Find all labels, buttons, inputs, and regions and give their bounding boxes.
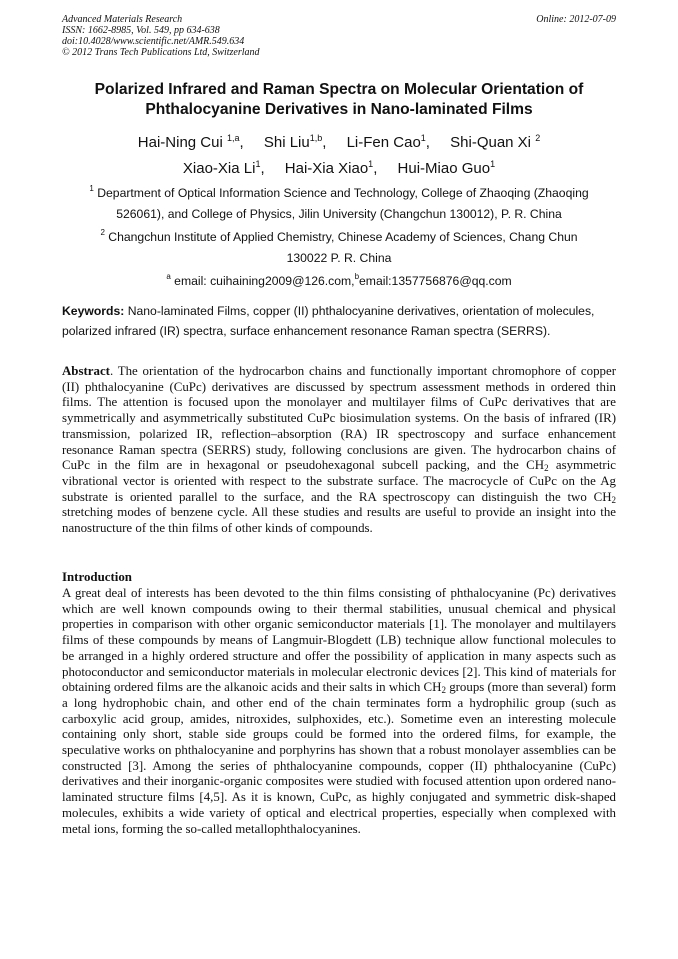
author-row-2 <box>40 157 638 181</box>
author: Hui-Miao Guo$^1$ <box>397 159 496 177</box>
affiliation-2 <box>40 227 638 268</box>
affiliation-text: 526061), and College of Physics, Jilin University (Changchun 130012), P. R. China <box>116 206 562 221</box>
author: Shi-Quan Xi $^2$ <box>450 133 541 151</box>
author: Xiao-Xia Li$^1$, <box>182 159 265 177</box>
introduction-heading: Introduction <box>62 570 132 584</box>
issn-line: ISSN: 1662-8985, Vol. 549, pp 634-638 <box>62 25 220 36</box>
online-date: Online: 2012-07-09 <box>536 14 616 25</box>
journal-header <box>62 14 616 58</box>
affiliation-marker: 1 <box>89 184 94 193</box>
email-a: email: cuihaining2009@126.com, <box>174 274 355 288</box>
author: Hai-Ning Cui $^{1,a}$, <box>137 133 244 151</box>
author-row-1 <box>40 131 638 155</box>
keywords <box>62 301 618 342</box>
author: Li-Fen Cao$^1$, <box>346 133 430 151</box>
journal-name: Advanced Materials Research <box>62 14 183 25</box>
email-b: email:1357756876@qq.com <box>359 274 512 288</box>
affiliation-text: Department of Optical Information Science and Technology, College of Zhaoqing (Zhaoqing <box>97 186 589 200</box>
paper-title <box>60 80 618 120</box>
email-line: $^a$ email: cuihaining2009@126.com,$^b$email:1357756876@qq.com <box>166 272 512 288</box>
introduction-body: A great deal of interests has been devoted to the thin films consisting of phthalocyanine (Pc) derivatives which are well known compounds owing to their thermal stabilities, unusual chemical and physical properties in comparison with other organic semiconductor materials [1]. The monolayer and multilayers films of these compounds by means of Langmuir-Blogdett (LB) technique allow functional molecules to be arranged in a highly ordered structure and offer the possibility of application in many aspects such as photoconductor and semiconductor materials in molecular electronic devices [2]. This kind of materials for obtaining ordered films are the alkanoic acids and their salts in which $CH_2$ groups (more than several) form a long hydrophobic chain, and other end of the chain terminates form a hydrophilic group (such as carboxylic acid group, amides, nitroxides, sulphoxides, etc.). Sometime even an interesting molecule containing only short, stable side groups could be formed into the ordered films, for example, the speculative works on phthalocyanine and porphyrins has shown that a robust monolayer assemblies can be constructed [3]. Among the series of phthalocyanine compounds, copper (II) phthalocyanine (CuPc) derivatives and their inorganic-organic composites were studied with focused attention upon ordered nano-laminated structure films [4,5]. As it is known, CuPc, as highly conjugated and symmetric disk-shaped molecules, exhibits a wide variety of optical and electrical properties, especially when complexed with metal ions, forming the so-called metallophthalocyanines. <box>62 586 617 836</box>
affiliation-marker: 2 <box>100 228 105 237</box>
keywords-text: Nano-laminated Films, copper (II) phthalocyanine derivatives, orientation of molecules, polarized infrared (IR) spectra, surface enhancement resonance Raman spectra (SERRS). <box>62 304 595 339</box>
affiliation-text: 130022 P. R. China <box>286 250 392 265</box>
copyright-line: © 2012 Trans Tech Publications Ltd, Switzerland <box>62 47 260 58</box>
affiliation-text: Changchun Institute of Applied Chemistry, Chinese Academy of Sciences, Chang Chun <box>108 230 578 244</box>
author: Hai-Xia Xiao$^1$, <box>284 159 378 177</box>
doi-line: doi:10.4028/www.scientific.net/AMR.549.634 <box>62 36 245 47</box>
abstract: Abstract. The orientation of the hydrocarbon chains and functionally important chromophore of copper (II) phthalocyanine (CuPc) derivatives are discussed by spectrum assessment methods in ordered thin films. The attention is focused upon the monolayer and multilayer films of CuPc derivatives that are symmetrically and asymmetrically substituted CuPc biosimulation systems. On the basis of infrared (IR) transmission, polarized IR, reflection–absorption (RA) IR spectroscopy and surface enhancement resonance Raman spectra (SERRS) study, following conclusions are given. The hydrocarbon chains of CuPc in the film are in hexagonal or pseudohexagonal subcell packing, and the $CH_2$ asymmetric vibrational vector is oriented with respect to the substrate surface. The macrocycle of CuPc on the Ag substrate is oriented parallel to the surface, and the RA spectroscopy can distinguish the two $CH_2$ stretching modes of benzene cycle. All these studies and results are useful to provide an insight into the nanostructure of the thin films of other kinds of compounds. <box>62 364 617 536</box>
keywords-label: Keywords: <box>62 304 125 318</box>
abstract-label: Abstract <box>62 364 110 378</box>
title-line-1: Polarized Infrared and Raman Spectra on Molecular Orientation of <box>94 81 584 98</box>
author: Shi Liu$^{1,b}$, <box>263 133 327 151</box>
affiliation-1 <box>40 183 638 224</box>
title-line-2: Phthalocyanine Derivatives in Nano-laminated Films <box>145 101 533 118</box>
